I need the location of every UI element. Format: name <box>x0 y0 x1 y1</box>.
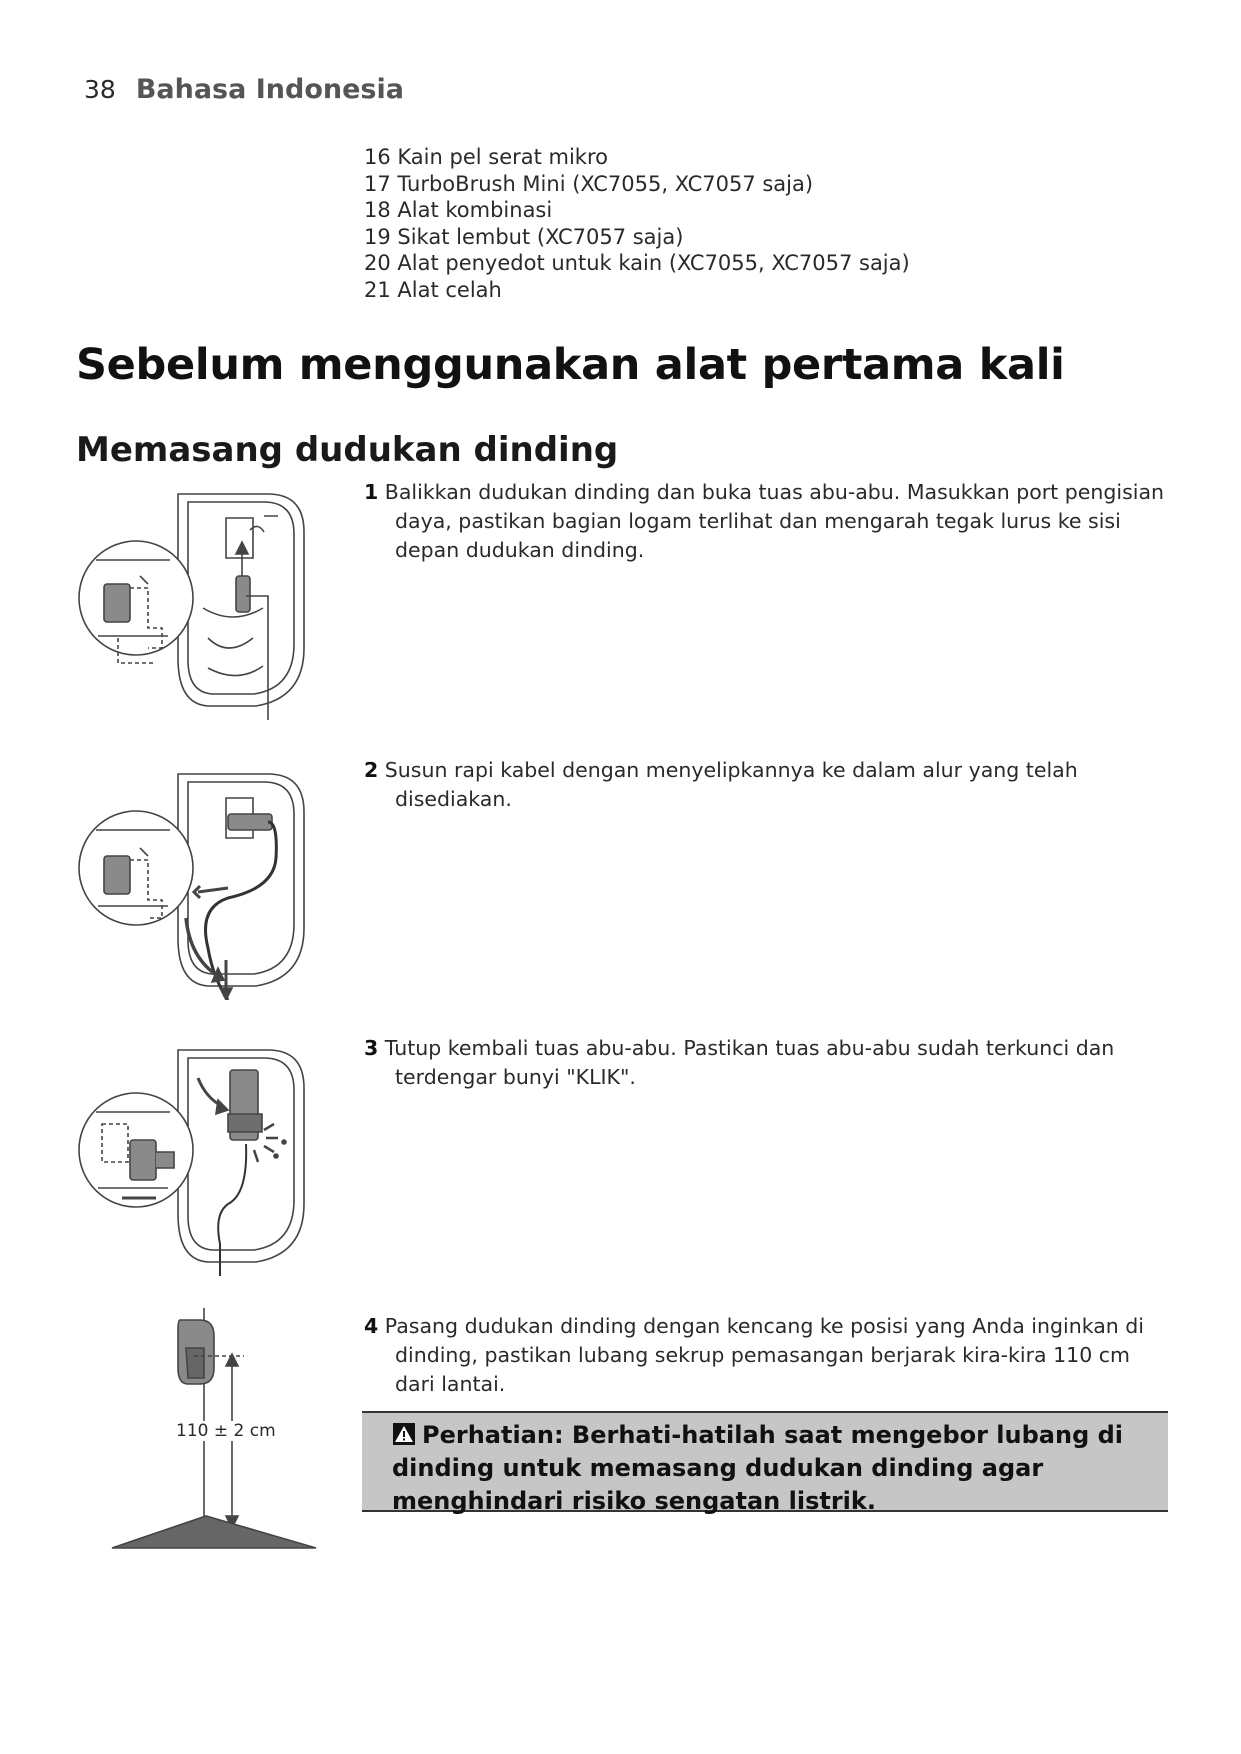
step-2 <box>364 756 1174 814</box>
step-4-number: 4 <box>364 1314 379 1338</box>
caution-text: Perhatian: Berhati-hatilah saat mengebor lubang di dinding untuk memasang dudukan dinding agar menghindari risiko sengatan listrik. <box>392 1421 1124 1515</box>
step-4-text: Pasang dudukan dinding dengan kencang ke posisi yang Anda inginkan di dinding, pastikan lubang sekrup pemasangan berjarak kira-kira 110 cm dari lantai. <box>384 1314 1144 1396</box>
step-2-number: 2 <box>364 758 379 782</box>
parts-list <box>364 144 910 304</box>
step-1-number: 1 <box>364 480 379 504</box>
step-1-text: Balikkan dudukan dinding dan buka tuas abu-abu. Masukkan port pengisian daya, pastikan bagian logam terlihat dan mengarah tegak lurus ke sisi depan dudukan dinding. <box>384 480 1164 562</box>
step-4 <box>364 1312 1174 1399</box>
list-item: 19 Sikat lembut (XC7057 saja) <box>364 224 684 249</box>
section-title: Sebelum menggunakan alat pertama kali <box>76 340 1065 390</box>
list-item: 21 Alat celah <box>364 277 502 302</box>
step-2-text: Susun rapi kabel dengan menyelipkannya ke dalam alur yang telah disediakan. <box>384 758 1078 811</box>
step-1-illustration <box>78 488 318 720</box>
list-item: 18 Alat kombinasi <box>364 198 553 223</box>
page-header <box>84 74 404 114</box>
language-label: Bahasa Indonesia <box>135 74 404 105</box>
list-item: 20 Alat penyedot untuk kain (XC7055, XC7057 saja) <box>364 251 910 276</box>
subsection-title: Memasang dudukan dinding <box>76 430 619 470</box>
step-3 <box>364 1034 1174 1092</box>
height-dimension-label: 110 ± 2 cm <box>176 1421 276 1441</box>
caution-box <box>362 1411 1168 1515</box>
step-3-illustration <box>78 1044 318 1276</box>
warning-icon <box>392 1422 416 1446</box>
list-item: 17 TurboBrush Mini (XC7055, XC7057 saja) <box>364 171 814 196</box>
step-3-text: Tutup kembali tuas abu-abu. Pastikan tuas abu-abu sudah terkunci dan terdengar bunyi "KLIK". <box>384 1036 1115 1089</box>
list-item: 16 Kain pel serat mikro <box>364 145 608 169</box>
step-1 <box>364 478 1174 565</box>
step-3-number: 3 <box>364 1036 379 1060</box>
step-2-illustration <box>78 768 318 1000</box>
page-number: 38 <box>84 75 116 104</box>
